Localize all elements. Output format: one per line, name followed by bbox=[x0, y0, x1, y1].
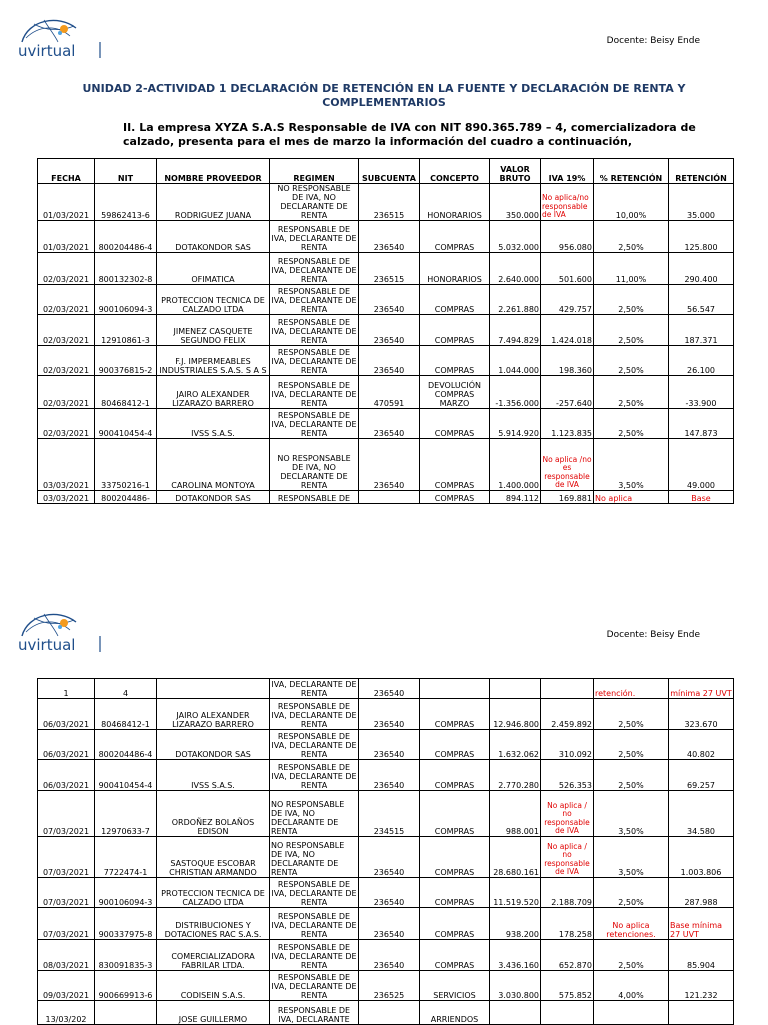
table-row bbox=[38, 221, 734, 253]
cell-regimen: NO RESPONSABLE DE IVA, NO DECLARANTE DE RENTA bbox=[270, 791, 359, 837]
cell-valor-bruto: 894.112 bbox=[490, 491, 541, 504]
table-row bbox=[38, 971, 734, 1001]
cell-retencion: 121.232 bbox=[669, 971, 734, 1001]
cell-concepto: COMPRAS bbox=[420, 221, 490, 253]
cell-valor-bruto: 12.946.800 bbox=[490, 699, 541, 730]
cell-regimen: RESPONSABLE DE IVA, DECLARANTE DE RENTA bbox=[270, 346, 359, 376]
cell-valor-bruto: 1.400.000 bbox=[490, 439, 541, 491]
cell-proveedor: COMERCIALIZADORA FABRILAR LTDA. bbox=[157, 940, 270, 971]
cell-valor-bruto: 988.001 bbox=[490, 791, 541, 837]
cell-fecha: 06/03/2021 bbox=[38, 730, 95, 760]
cell-subcuenta: 236540 bbox=[359, 940, 420, 971]
cell-fecha: 02/03/2021 bbox=[38, 285, 95, 315]
cell-subcuenta: 470591 bbox=[359, 376, 420, 409]
cell-regimen: RESPONSABLE DE IVA, DECLARANTE bbox=[270, 1001, 359, 1025]
cell-concepto bbox=[420, 679, 490, 699]
cell-subcuenta: 236540 bbox=[359, 439, 420, 491]
cell-subcuenta: 236540 bbox=[359, 346, 420, 376]
table-row bbox=[38, 376, 734, 409]
cell-pct-retencion: 4,00% bbox=[594, 971, 669, 1001]
cell-nit: 900106094-3 bbox=[95, 878, 157, 908]
cell-concepto: COMPRAS bbox=[420, 837, 490, 878]
table-row bbox=[38, 760, 734, 791]
cell-pct-retencion: 2,50% bbox=[594, 285, 669, 315]
cell-subcuenta: 236540 bbox=[359, 409, 420, 439]
col-header: NIT bbox=[95, 159, 157, 184]
cell-retencion: 287.988 bbox=[669, 878, 734, 908]
cell-fecha: 03/03/2021 bbox=[38, 491, 95, 504]
cell-retencion: 125.800 bbox=[669, 221, 734, 253]
cell-proveedor: DOTAKONDOR SAS bbox=[157, 491, 270, 504]
cell-nit: 7722474-1 bbox=[95, 837, 157, 878]
col-header: % RETENCIÓN bbox=[594, 159, 669, 184]
cell-concepto: HONORARIOS bbox=[420, 184, 490, 221]
table-row bbox=[38, 878, 734, 908]
cell-proveedor: JAIRO ALEXANDER LIZARAZO BARRERO bbox=[157, 376, 270, 409]
cell-concepto: COMPRAS bbox=[420, 760, 490, 791]
table-row bbox=[38, 679, 734, 699]
table-row bbox=[38, 837, 734, 878]
table-row bbox=[38, 491, 734, 504]
cell-retencion: 49.000 bbox=[669, 439, 734, 491]
col-header: NOMBRE PROVEEDOR bbox=[157, 159, 270, 184]
cell-regimen: RESPONSABLE DE IVA, DECLARANTE DE RENTA bbox=[270, 760, 359, 791]
cell-nit: 59862413-6 bbox=[95, 184, 157, 221]
cell-nit: 800204486-4 bbox=[95, 221, 157, 253]
cell-nit: 800204486-4 bbox=[95, 730, 157, 760]
cell-retencion: 40.802 bbox=[669, 730, 734, 760]
cell-subcuenta: 236525 bbox=[359, 971, 420, 1001]
cell-pct-retencion: 2,50% bbox=[594, 315, 669, 346]
cell-pct-retencion: 3,50% bbox=[594, 791, 669, 837]
cell-proveedor: OFIMATICA bbox=[157, 253, 270, 285]
cell-subcuenta: 236540 bbox=[359, 760, 420, 791]
cell-retencion: 187.371 bbox=[669, 315, 734, 346]
cell-iva: 2.188.709 bbox=[541, 878, 594, 908]
cell-regimen: RESPONSABLE DE IVA, DECLARANTE DE RENTA bbox=[270, 878, 359, 908]
cell-nit: 33750216-1 bbox=[95, 439, 157, 491]
cell-nit: 80468412-1 bbox=[95, 376, 157, 409]
svg-text:uvirtual: uvirtual bbox=[18, 636, 76, 654]
cell-regimen: IVA, DECLARANTE DE RENTA bbox=[271, 680, 357, 698]
cell-proveedor: PROTECCION TECNICA DE CALZADO LTDA bbox=[157, 878, 270, 908]
cell-regimen: NO RESPONSABLE DE IVA, NO DECLARANTE DE RENTA bbox=[270, 184, 359, 221]
cell-concepto: COMPRAS bbox=[420, 699, 490, 730]
cell-concepto: COMPRAS bbox=[420, 791, 490, 837]
cell-regimen: RESPONSABLE DE IVA, DECLARANTE DE RENTA bbox=[270, 908, 359, 940]
cell-proveedor: JOSE GUILLERMO bbox=[157, 1001, 270, 1025]
cell-concepto: COMPRAS bbox=[420, 730, 490, 760]
cell-fecha: 1 bbox=[38, 679, 95, 699]
cell-iva: 652.870 bbox=[541, 940, 594, 971]
cell-nit: 800132302-8 bbox=[95, 253, 157, 285]
cell-retencion: 85.904 bbox=[669, 940, 734, 971]
cell-pct-retencion: 2,50% bbox=[594, 409, 669, 439]
cell-valor-bruto: 2.640.000 bbox=[490, 253, 541, 285]
cell-fecha: 01/03/2021 bbox=[38, 221, 95, 253]
cell-valor-bruto bbox=[490, 1001, 541, 1025]
cell-nit: 900337975-8 bbox=[95, 908, 157, 940]
docente-label: Docente: Beisy Ende bbox=[606, 36, 700, 46]
cell-proveedor: RODRIGUEZ JUANA bbox=[157, 184, 270, 221]
cell-iva: 169.881 bbox=[541, 491, 594, 504]
table-row bbox=[38, 730, 734, 760]
cell-valor-bruto: 350.000 bbox=[490, 184, 541, 221]
cell-retencion: Base bbox=[669, 491, 734, 504]
cell-pct-retencion: 2,50% bbox=[594, 940, 669, 971]
cell-proveedor: F.J. IMPERMEABLES INDUSTRIALES S.A.S. S A S bbox=[157, 346, 270, 376]
cell-fecha: 13/03/202 bbox=[38, 1001, 95, 1025]
table-row bbox=[38, 253, 734, 285]
retention-table-2 bbox=[37, 678, 734, 1025]
table-row bbox=[38, 409, 734, 439]
cell-regimen: RESPONSABLE DE IVA, DECLARANTE DE RENTA bbox=[270, 285, 359, 315]
cell-pct-retencion: 2,50% bbox=[594, 730, 669, 760]
cell-valor-bruto: 1.632.062 bbox=[490, 730, 541, 760]
cell-iva: No aplica / no responsable de IVA bbox=[541, 791, 594, 837]
table-row bbox=[38, 439, 734, 491]
cell-concepto: DEVOLUCIÓN COMPRAS MARZO bbox=[420, 376, 490, 409]
cell-iva: -257.640 bbox=[541, 376, 594, 409]
cell-subcuenta: 236540 bbox=[359, 221, 420, 253]
cell-valor-bruto: 2.770.280 bbox=[490, 760, 541, 791]
cell-valor-bruto: 5.914.920 bbox=[490, 409, 541, 439]
col-header: CONCEPTO bbox=[420, 159, 490, 184]
cell-subcuenta: 236540 bbox=[359, 730, 420, 760]
cell-regimen: RESPONSABLE DE IVA, DECLARANTE DE RENTA bbox=[270, 315, 359, 346]
cell-proveedor: IVSS S.A.S. bbox=[157, 760, 270, 791]
cell-pct-retencion: 3,50% bbox=[594, 837, 669, 878]
cell-subcuenta: 236540 bbox=[359, 285, 420, 315]
cell-concepto: COMPRAS bbox=[420, 346, 490, 376]
cell-proveedor bbox=[157, 679, 270, 699]
cell-pct-retencion: 2,50% bbox=[594, 878, 669, 908]
table-header-row bbox=[38, 159, 734, 184]
cell-fecha: 02/03/2021 bbox=[38, 376, 95, 409]
cell-iva bbox=[541, 679, 594, 699]
cell-fecha: 06/03/2021 bbox=[38, 760, 95, 791]
intro-paragraph: II. La empresa XYZA S.A.S Responsable de IVA con NIT 890.365.789 – 4, comercializadora de calzado, presenta para el mes de marzo la información del cuadro a continuación, bbox=[123, 121, 696, 148]
cell-retencion: -33.900 bbox=[669, 376, 734, 409]
cell-pct-retencion: 11,00% bbox=[594, 253, 669, 285]
col-header: SUBCUENTA bbox=[359, 159, 420, 184]
col-header: VALOR BRUTO bbox=[490, 159, 541, 184]
col-header: RETENCIÓN bbox=[669, 159, 734, 184]
cell-nit: 900410454-4 bbox=[95, 409, 157, 439]
col-header: REGIMEN bbox=[270, 159, 359, 184]
cell-pct-retencion: 10,00% bbox=[594, 184, 669, 221]
table-row bbox=[38, 285, 734, 315]
cell-regimen: RESPONSABLE DE bbox=[270, 491, 359, 504]
cell-iva: No aplica / no responsable de IVA bbox=[541, 837, 594, 878]
cell-regimen: RESPONSABLE DE IVA, DECLARANTE DE RENTA bbox=[270, 730, 359, 760]
cell-concepto: COMPRAS bbox=[420, 409, 490, 439]
cell-iva: 956.080 bbox=[541, 221, 594, 253]
cell-subcuenta: 236540 bbox=[359, 878, 420, 908]
cell-proveedor: ORDOÑEZ BOLAÑOS EDISON bbox=[157, 791, 270, 837]
cell-iva: 198.360 bbox=[541, 346, 594, 376]
cell-subcuenta: 236540 bbox=[359, 908, 420, 940]
table-row bbox=[38, 184, 734, 221]
cell-subcuenta: 236540 bbox=[359, 315, 420, 346]
cell-valor-bruto: 11.519.520 bbox=[490, 878, 541, 908]
cell-regimen: NO RESPONSABLE DE IVA, NO DECLARANTE DE RENTA bbox=[270, 837, 359, 878]
cell-fecha: 01/03/2021 bbox=[38, 184, 95, 221]
cell-regimen: RESPONSABLE DE IVA, DECLARANTE DE RENTA bbox=[270, 376, 359, 409]
cell-retencion: 26.100 bbox=[669, 346, 734, 376]
cell-valor-bruto: 3.030.800 bbox=[490, 971, 541, 1001]
cell-proveedor: CAROLINA MONTOYA bbox=[157, 439, 270, 491]
table-row bbox=[38, 346, 734, 376]
cell-valor-bruto bbox=[490, 679, 541, 699]
cell-proveedor: JIMENEZ CASQUETE SEGUNDO FELIX bbox=[157, 315, 270, 346]
cell-concepto: COMPRAS bbox=[420, 491, 490, 504]
cell-retencion: 34.580 bbox=[669, 791, 734, 837]
cell-pct-retencion: 2,50% bbox=[594, 221, 669, 253]
cell-fecha: 02/03/2021 bbox=[38, 409, 95, 439]
cell-subcuenta: 236515 bbox=[359, 184, 420, 221]
document-page-2 bbox=[0, 596, 768, 1024]
cell-valor-bruto: 2.261.880 bbox=[490, 285, 541, 315]
cell-pct-retencion: 2,50% bbox=[594, 376, 669, 409]
cell-valor-bruto: 938.200 bbox=[490, 908, 541, 940]
cell-retencion: 1.003.806 bbox=[669, 837, 734, 878]
cell-valor-bruto: 3.436.160 bbox=[490, 940, 541, 971]
cell-fecha: 02/03/2021 bbox=[38, 315, 95, 346]
col-header: FECHA bbox=[38, 159, 95, 184]
cell-retencion: 69.257 bbox=[669, 760, 734, 791]
cell-concepto: COMPRAS bbox=[420, 439, 490, 491]
cell-fecha: 02/03/2021 bbox=[38, 346, 95, 376]
cell-fecha: 07/03/2021 bbox=[38, 791, 95, 837]
retention-table-1 bbox=[37, 158, 734, 504]
cell-valor-bruto: 1.044.000 bbox=[490, 346, 541, 376]
table-row bbox=[38, 791, 734, 837]
cell-pct-retencion: 2,50% bbox=[594, 346, 669, 376]
cell-concepto: COMPRAS bbox=[420, 878, 490, 908]
cell-regimen: RESPONSABLE DE IVA, DECLARANTE DE RENTA bbox=[270, 253, 359, 285]
cell-fecha: 02/03/2021 bbox=[38, 253, 95, 285]
cell-iva: 310.092 bbox=[541, 730, 594, 760]
cell-iva: 501.600 bbox=[541, 253, 594, 285]
cell-iva: No aplica/no responsable de IVA bbox=[541, 184, 594, 221]
cell-valor-bruto: 28.680.161 bbox=[490, 837, 541, 878]
cell-pct-retencion: 2,50% bbox=[594, 760, 669, 791]
cell-regimen: RESPONSABLE DE IVA, DECLARANTE DE RENTA bbox=[270, 221, 359, 253]
cell-subcuenta bbox=[359, 1001, 420, 1025]
cell-iva: 1.424.018 bbox=[541, 315, 594, 346]
cell-concepto: SERVICIOS bbox=[420, 971, 490, 1001]
cell-retencion: mínima 27 UVT bbox=[669, 679, 734, 699]
cell-subcuenta bbox=[359, 491, 420, 504]
cell-concepto: COMPRAS bbox=[420, 315, 490, 346]
cell-proveedor: IVSS S.A.S. bbox=[157, 409, 270, 439]
cell-nit: 900410454-4 bbox=[95, 760, 157, 791]
uvirtual-logo bbox=[14, 606, 114, 656]
cell-iva: 1.123.835 bbox=[541, 409, 594, 439]
cell-nit: 900106094-3 bbox=[95, 285, 157, 315]
cell-concepto: COMPRAS bbox=[420, 908, 490, 940]
cell-pct-retencion: 2,50% bbox=[594, 699, 669, 730]
cell-nit: 12970633-7 bbox=[95, 791, 157, 837]
cell-concepto: ARRIENDOS bbox=[420, 1001, 490, 1025]
cell-iva: 178.258 bbox=[541, 908, 594, 940]
col-header: IVA 19% bbox=[541, 159, 594, 184]
cell-pct-retencion: 3,50% bbox=[594, 439, 669, 491]
cell-regimen: RESPONSABLE DE IVA, DECLARANTE DE RENTA bbox=[270, 940, 359, 971]
cell-subcuenta: 236540 bbox=[359, 699, 420, 730]
cell-pct-retencion bbox=[594, 1001, 669, 1025]
cell-nit: 900376815-2 bbox=[95, 346, 157, 376]
uvirtual-logo bbox=[14, 12, 114, 62]
cell-proveedor: CODISEIN S.A.S. bbox=[157, 971, 270, 1001]
table-row bbox=[38, 1001, 734, 1025]
cell-retencion bbox=[669, 1001, 734, 1025]
cell-subcuenta: 236540 bbox=[359, 679, 420, 699]
cell-nit: 4 bbox=[95, 679, 157, 699]
cell-pct-retencion: retención. bbox=[594, 679, 669, 699]
cell-nit: 900669913-6 bbox=[95, 971, 157, 1001]
table-row bbox=[38, 699, 734, 730]
cell-regimen: NO RESPONSABLE DE IVA, NO DECLARANTE DE RENTA bbox=[270, 439, 359, 491]
cell-concepto: COMPRAS bbox=[420, 285, 490, 315]
cell-proveedor: DISTRIBUCIONES Y DOTACIONES RAC S.A.S. bbox=[157, 908, 270, 940]
cell-iva bbox=[541, 1001, 594, 1025]
cell-pct-retencion: No aplica retenciones. bbox=[594, 908, 669, 940]
cell-fecha: 06/03/2021 bbox=[38, 699, 95, 730]
docente-label: Docente: Beisy Ende bbox=[606, 630, 700, 640]
cell-retencion: 56.547 bbox=[669, 285, 734, 315]
cell-retencion: 323.670 bbox=[669, 699, 734, 730]
cell-proveedor: DOTAKONDOR SAS bbox=[157, 221, 270, 253]
cell-valor-bruto: -1.356.000 bbox=[490, 376, 541, 409]
cell-subcuenta: 234515 bbox=[359, 791, 420, 837]
cell-iva: No aplica /no es responsable de IVA bbox=[541, 439, 594, 491]
cell-iva: 2.459.892 bbox=[541, 699, 594, 730]
cell-regimen: RESPONSABLE DE IVA, DECLARANTE DE RENTA bbox=[270, 699, 359, 730]
cell-proveedor: PROTECCION TECNICA DE CALZADO LTDA bbox=[157, 285, 270, 315]
cell-nit: 12910861-3 bbox=[95, 315, 157, 346]
cell-nit: 800204486- bbox=[95, 491, 157, 504]
cell-valor-bruto: 7.494.829 bbox=[490, 315, 541, 346]
cell-retencion: Base mínima 27 UVT bbox=[669, 908, 734, 940]
cell-iva: 575.852 bbox=[541, 971, 594, 1001]
cell-fecha: 08/03/2021 bbox=[38, 940, 95, 971]
cell-regimen: RESPONSABLE DE IVA, DECLARANTE DE RENTA bbox=[270, 409, 359, 439]
table-row bbox=[38, 315, 734, 346]
cell-subcuenta: 236540 bbox=[359, 837, 420, 878]
cell-concepto: HONORARIOS bbox=[420, 253, 490, 285]
cell-fecha: 07/03/2021 bbox=[38, 837, 95, 878]
cell-proveedor: SASTOQUE ESCOBAR CHRISTIAN ARMANDO bbox=[157, 837, 270, 878]
cell-retencion: 290.400 bbox=[669, 253, 734, 285]
cell-pct-retencion: No aplica bbox=[594, 491, 669, 504]
document-title: UNIDAD 2-ACTIVIDAD 1 DECLARACIÓN DE RETENCIÓN EN LA FUENTE Y DECLARACIÓN DE RENTA Y COMPLEMENTARIOS bbox=[82, 82, 686, 109]
cell-subcuenta: 236515 bbox=[359, 253, 420, 285]
cell-fecha: 09/03/2021 bbox=[38, 971, 95, 1001]
cell-regimen: RESPONSABLE DE IVA, DECLARANTE DE RENTA bbox=[270, 971, 359, 1001]
cell-nit: 830091835-3 bbox=[95, 940, 157, 971]
cell-proveedor: DOTAKONDOR SAS bbox=[157, 730, 270, 760]
cell-fecha: 03/03/2021 bbox=[38, 439, 95, 491]
cell-iva: 526.353 bbox=[541, 760, 594, 791]
svg-text:uvirtual: uvirtual bbox=[18, 42, 76, 60]
cell-valor-bruto: 5.032.000 bbox=[490, 221, 541, 253]
cell-proveedor: JAIRO ALEXANDER LIZARAZO BARRERO bbox=[157, 699, 270, 730]
cell-nit: 80468412-1 bbox=[95, 699, 157, 730]
cell-iva: 429.757 bbox=[541, 285, 594, 315]
table-row bbox=[38, 908, 734, 940]
cell-fecha: 07/03/2021 bbox=[38, 878, 95, 908]
cell-retencion: 147.873 bbox=[669, 409, 734, 439]
table-row bbox=[38, 940, 734, 971]
cell-fecha: 07/03/2021 bbox=[38, 908, 95, 940]
cell-retencion: 35.000 bbox=[669, 184, 734, 221]
cell-nit bbox=[95, 1001, 157, 1025]
page-gap bbox=[0, 560, 768, 596]
cell-concepto: COMPRAS bbox=[420, 940, 490, 971]
